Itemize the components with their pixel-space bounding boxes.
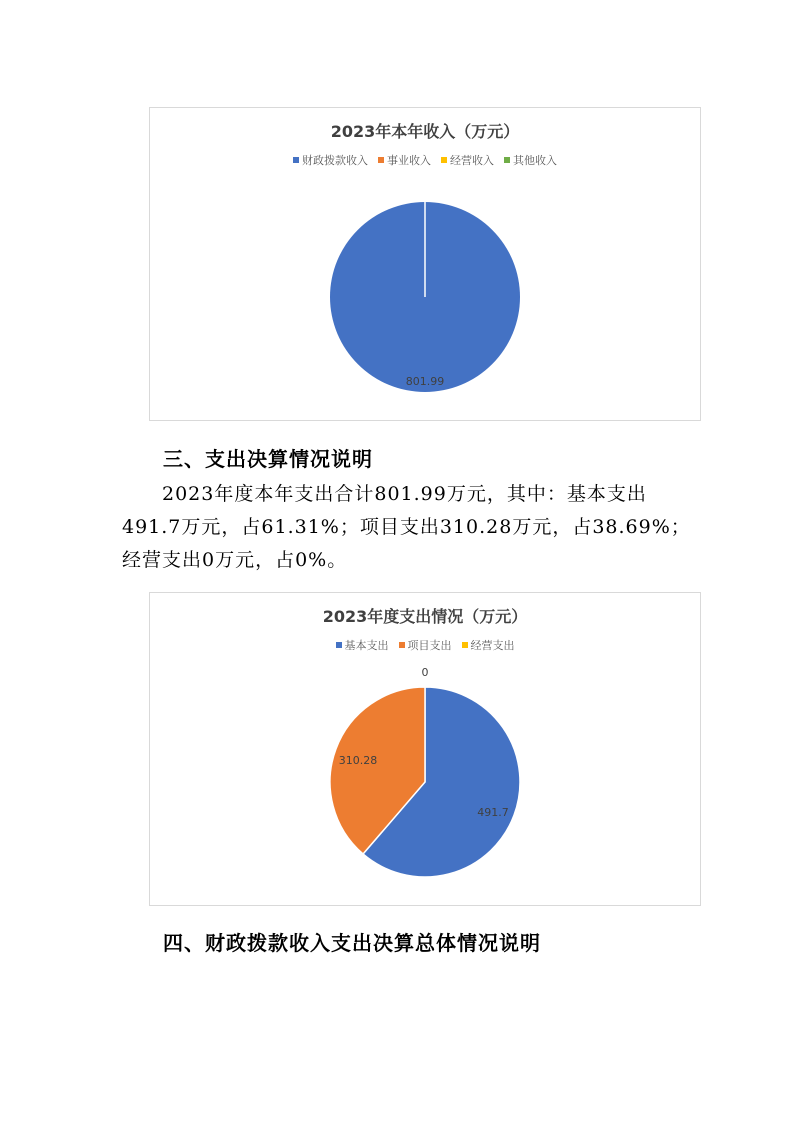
paragraph-line-1: 2023年度本年支出合计801.99万元，其中：基本支出 — [162, 483, 647, 505]
legend-label-xiangmu: 项目支出 — [407, 639, 452, 652]
data-label-0: 801.99 — [405, 375, 445, 388]
income-chart-title: 2023年本年收入（万元） — [330, 122, 520, 141]
legend-label-caizheng: 财政拨款收入 — [302, 154, 368, 167]
income-pie — [150, 108, 702, 422]
data-label-2: 0 — [421, 666, 429, 679]
expenditure-pie — [150, 593, 702, 907]
legend-label-jingying: 经营收入 — [450, 154, 494, 167]
expenditure-chart-title: 2023年度支出情况（万元） — [322, 607, 528, 626]
data-label-0: 491.7 — [477, 806, 509, 819]
legend-label-shiye: 事业收入 — [387, 154, 431, 167]
section-heading-expenditure: 三、支出决算情况说明 — [163, 447, 373, 471]
income-chart — [149, 107, 701, 421]
paragraph-line-2: 491.7万元，占61.31%；项目支出310.28万元，占38.69%； — [122, 516, 691, 538]
expenditure-paragraph — [122, 478, 691, 577]
legend-label-jingying-zhichu: 经营支出 — [470, 639, 515, 652]
expenditure-chart — [149, 592, 701, 906]
data-label-1: 310.28 — [338, 754, 378, 767]
paragraph-line-3: 经营支出0万元，占0%。 — [122, 549, 348, 571]
section-heading-fiscal: 四、财政拨款收入支出决算总体情况说明 — [163, 931, 541, 955]
legend-label-jiben: 基本支出 — [344, 639, 389, 652]
legend-label-qita: 其他收入 — [513, 154, 557, 167]
